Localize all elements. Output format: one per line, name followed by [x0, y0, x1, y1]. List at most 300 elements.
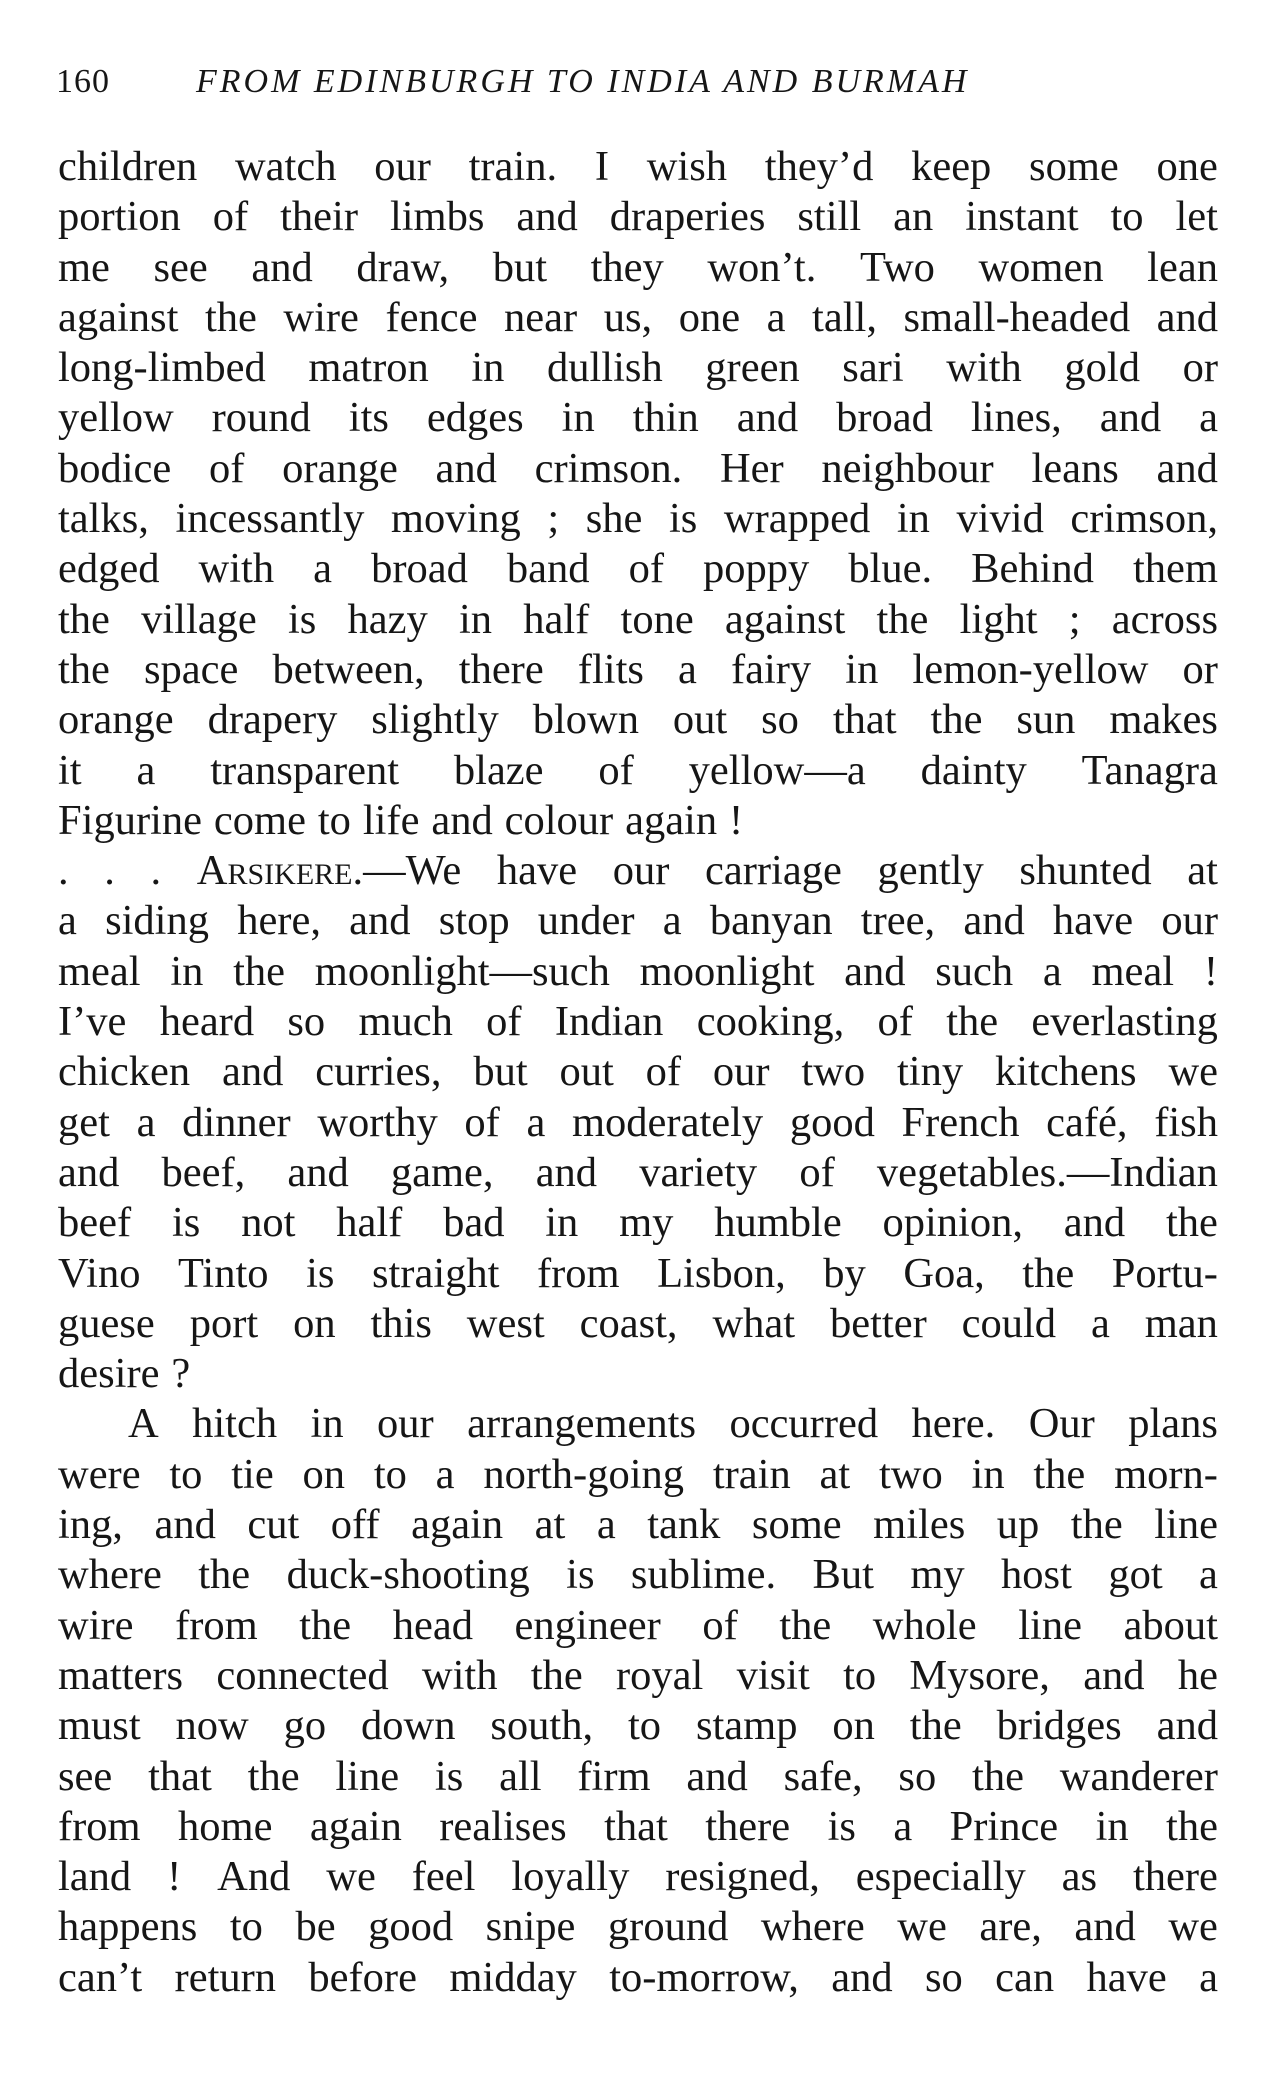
word: cut	[247, 1501, 300, 1549]
word: kitchens	[994, 1048, 1137, 1096]
word: the	[1033, 1450, 1086, 1498]
text-line	[58, 1752, 1218, 1802]
word: Two	[859, 243, 935, 291]
word: !	[1203, 947, 1218, 995]
word: moderately	[572, 1098, 764, 1146]
word: as	[1061, 1853, 1098, 1901]
word: and	[1083, 1651, 1145, 1699]
word: down	[361, 1702, 456, 1750]
word: a	[435, 1450, 455, 1498]
word: and	[1156, 444, 1218, 492]
word: straight	[371, 1249, 500, 1297]
word: Arsikere.—We	[196, 847, 462, 895]
text-line	[58, 1098, 1218, 1148]
word: of	[212, 193, 249, 241]
word: tie	[231, 1450, 274, 1498]
word: this	[370, 1299, 432, 1347]
word: shunted	[1019, 847, 1152, 895]
text-line	[58, 746, 1218, 796]
word: especially	[855, 1853, 1026, 1901]
word: poppy	[703, 545, 810, 593]
word: them	[1132, 545, 1218, 593]
text-line	[58, 1299, 1218, 1349]
word: the	[1166, 1802, 1218, 1850]
word: portion	[58, 193, 181, 241]
word: wish	[646, 143, 728, 190]
word: instant	[965, 193, 1079, 241]
word: moonlight—such	[314, 947, 610, 995]
word: and	[831, 1953, 893, 2001]
word: of	[877, 998, 913, 1046]
word: a	[1042, 947, 1062, 995]
word: man	[1144, 1299, 1218, 1347]
word: a	[766, 293, 786, 341]
word: our	[612, 847, 670, 895]
word: edges	[426, 394, 524, 442]
word: can’t	[58, 1953, 143, 2001]
word: of	[628, 545, 664, 593]
word: and	[686, 1752, 748, 1800]
word: we	[1168, 1048, 1218, 1096]
word: drapery	[207, 696, 338, 744]
text-line	[58, 1349, 1218, 1399]
word: of	[645, 1048, 682, 1096]
text-line	[58, 142, 1218, 192]
word: to	[628, 1702, 662, 1750]
word: with	[946, 344, 1022, 392]
word: good	[368, 1903, 454, 1951]
word: incessantly	[175, 495, 365, 543]
word: my	[619, 1199, 674, 1247]
text-line	[58, 243, 1218, 293]
word: our	[712, 1048, 770, 1096]
text-line	[58, 1802, 1218, 1852]
word: half	[336, 1199, 403, 1247]
word: the	[779, 1601, 832, 1649]
word: at	[534, 1501, 566, 1549]
word: she	[585, 495, 643, 543]
word: in	[310, 1400, 344, 1448]
word: with	[421, 1651, 498, 1699]
word: can	[995, 1953, 1055, 2001]
word: meal	[58, 947, 141, 995]
word: the	[58, 595, 110, 643]
word: in	[471, 344, 505, 392]
word: and	[431, 796, 493, 844]
word: sari	[842, 344, 904, 392]
word: moving	[390, 495, 521, 543]
word: in	[458, 595, 493, 643]
word: stop	[438, 897, 510, 945]
word: banyan	[709, 897, 833, 945]
word: but	[473, 1048, 528, 1096]
word: and	[736, 394, 799, 442]
word: connected	[216, 1651, 389, 1699]
word: to	[843, 1651, 877, 1699]
word: makes	[1109, 696, 1218, 744]
word: in	[170, 947, 204, 995]
word: limbs	[389, 193, 485, 241]
word: firm	[577, 1752, 651, 1800]
word: gently	[877, 847, 984, 895]
word: the	[299, 1601, 352, 1649]
text-line	[58, 1902, 1218, 1952]
word: two	[878, 1450, 943, 1498]
word: on	[293, 1299, 336, 1347]
word: keep	[911, 143, 992, 190]
word: royal	[615, 1651, 704, 1699]
word: café,	[1046, 1098, 1128, 1146]
word: and	[349, 897, 411, 945]
word: crimson.	[534, 444, 683, 492]
text-line	[58, 846, 1218, 896]
text-line	[58, 1249, 1218, 1299]
word: and	[1099, 394, 1162, 442]
word: of	[598, 746, 634, 794]
word: a	[1199, 394, 1218, 442]
word: the	[198, 1551, 251, 1599]
word: Our	[1028, 1400, 1095, 1448]
word: a	[1199, 1953, 1218, 2001]
word: game,	[390, 1148, 494, 1196]
word: were	[58, 1450, 141, 1498]
word: occurred	[729, 1400, 879, 1448]
word: train	[712, 1450, 791, 1498]
word: resigned,	[665, 1853, 820, 1901]
word: And	[217, 1853, 291, 1901]
word: is	[434, 1752, 464, 1800]
word: two	[801, 1048, 866, 1096]
word: half	[523, 595, 590, 643]
word: realises	[439, 1802, 567, 1850]
word: of	[702, 1601, 738, 1649]
word: dinner	[182, 1098, 291, 1146]
word: and	[535, 1148, 598, 1196]
word: chicken	[58, 1048, 191, 1096]
word: with	[198, 545, 275, 593]
word: opinion,	[882, 1199, 1023, 1247]
word: a	[1090, 1299, 1110, 1347]
word: watch	[234, 143, 337, 190]
word: light	[959, 595, 1038, 643]
word: children	[58, 143, 198, 190]
word: and	[1156, 293, 1218, 341]
word: is	[566, 1551, 595, 1599]
word: much	[358, 998, 453, 1046]
word: lean	[1147, 243, 1218, 291]
word: heard	[159, 998, 255, 1046]
word: happens	[58, 1903, 198, 1951]
word: before	[308, 1953, 417, 2001]
word: to	[169, 1450, 203, 1498]
word: a	[136, 1098, 156, 1146]
word: some	[1029, 143, 1119, 190]
text-line	[58, 1651, 1218, 1701]
word: wrapped	[723, 495, 871, 543]
word: better	[829, 1299, 927, 1347]
word: from	[58, 1802, 141, 1850]
word: are,	[979, 1903, 1042, 1951]
word: morn-	[1114, 1450, 1218, 1498]
word: talks,	[58, 495, 149, 543]
word: variety	[639, 1148, 758, 1196]
word: here.	[911, 1400, 996, 1448]
word: at	[1187, 847, 1218, 895]
word: in	[1095, 1802, 1129, 1850]
word: to	[317, 796, 351, 844]
word: snipe	[485, 1903, 576, 1951]
word: thin	[632, 394, 699, 442]
word: the	[876, 595, 929, 643]
word: tank	[647, 1501, 721, 1549]
word: and	[844, 947, 906, 995]
word: not	[241, 1199, 296, 1247]
text-line	[58, 1601, 1218, 1651]
word: fairy	[730, 645, 812, 693]
word: and	[251, 243, 313, 291]
word: so	[924, 1953, 963, 2001]
word: vivid	[956, 495, 1044, 543]
word: there	[458, 645, 544, 693]
word: round	[211, 394, 311, 442]
word: that	[148, 1752, 212, 1800]
word: we	[897, 1903, 947, 1951]
word: there	[705, 1802, 791, 1850]
word: blue.	[848, 545, 933, 593]
word: land	[58, 1853, 132, 1901]
word: cooking,	[696, 998, 845, 1046]
word: blown	[532, 696, 639, 744]
word: port	[189, 1299, 259, 1347]
word: my	[910, 1551, 965, 1599]
word: is	[668, 495, 698, 543]
word: Behind	[971, 545, 1094, 593]
word: desire	[58, 1350, 160, 1398]
word: leans	[1031, 444, 1119, 492]
word: come	[213, 796, 306, 844]
word: under	[537, 897, 635, 945]
word: we	[326, 1853, 376, 1901]
word: coast,	[579, 1299, 678, 1347]
word: a	[313, 545, 333, 593]
word: near	[504, 293, 578, 341]
word: beef	[58, 1199, 132, 1247]
word: the	[1165, 1199, 1218, 1247]
word: and	[154, 1501, 216, 1549]
word: hazy	[347, 595, 428, 643]
word: so	[761, 696, 799, 744]
word: to-morrow,	[609, 1953, 799, 2001]
word: so	[287, 998, 326, 1046]
word: across	[1111, 595, 1218, 643]
word: is	[287, 595, 317, 643]
word: a	[596, 1501, 616, 1549]
word: neighbour	[821, 444, 994, 492]
word: the	[972, 1752, 1024, 1800]
word: stamp	[695, 1702, 798, 1750]
word: one	[1156, 143, 1218, 190]
text-line	[58, 1148, 1218, 1198]
word: is	[306, 1249, 335, 1297]
word: the	[530, 1651, 583, 1699]
word: in	[845, 645, 879, 693]
word: and	[1156, 1702, 1218, 1750]
word: an	[893, 193, 934, 241]
text-line	[58, 544, 1218, 594]
word: humble	[714, 1199, 842, 1247]
word: that	[832, 696, 897, 744]
word: got	[1108, 1551, 1163, 1599]
word: miles	[873, 1501, 966, 1549]
text-line	[58, 494, 1218, 544]
word: head	[392, 1601, 473, 1649]
word: Indian	[554, 998, 664, 1046]
word: could	[961, 1299, 1057, 1347]
word: .	[150, 847, 162, 895]
word: see	[58, 1752, 113, 1800]
word: train.	[468, 143, 558, 190]
word: our	[374, 143, 431, 190]
word: or	[1182, 645, 1218, 693]
word: return	[174, 1953, 277, 2001]
word: be	[295, 1903, 336, 1951]
word: he	[1177, 1651, 1218, 1699]
word: duck-shooting	[286, 1551, 530, 1599]
word: out	[672, 696, 728, 744]
word: I’ve	[58, 998, 127, 1046]
word: its	[348, 394, 389, 442]
text-line	[58, 645, 1218, 695]
page-number: 160	[56, 63, 110, 100]
word: a	[58, 897, 77, 945]
word: ing,	[58, 1501, 123, 1549]
word: wire	[283, 293, 359, 341]
word: engineer	[514, 1601, 661, 1649]
word: and	[516, 193, 578, 241]
running-title: FROM EDINBURGH TO INDIA AND BURMAH	[196, 63, 970, 100]
word: loyally	[511, 1853, 630, 1901]
word: Goa,	[903, 1249, 985, 1297]
word: But	[812, 1551, 874, 1599]
word: line	[1154, 1501, 1218, 1549]
word: a	[526, 1098, 546, 1146]
word: women	[978, 243, 1104, 291]
word: tone	[620, 595, 694, 643]
text-line	[58, 1198, 1218, 1248]
word: again	[411, 1501, 504, 1549]
word: broad	[371, 545, 468, 593]
word: the	[247, 1752, 300, 1800]
word: and	[222, 1048, 284, 1096]
word: they	[590, 243, 664, 291]
word: carriage	[705, 847, 842, 895]
word: arrangements	[467, 1400, 697, 1448]
word: in	[896, 495, 930, 543]
word: a	[893, 1802, 913, 1850]
text-line	[58, 947, 1218, 997]
word: matron	[308, 344, 429, 392]
word: against	[724, 595, 846, 643]
word: bad	[443, 1199, 505, 1247]
text-line	[58, 393, 1218, 443]
word: in	[971, 1450, 1005, 1498]
word: have	[496, 847, 578, 895]
word: the	[233, 947, 286, 995]
word: a	[1199, 1551, 1218, 1599]
word: the	[930, 696, 983, 744]
text-line	[58, 997, 1218, 1047]
word: where	[760, 1903, 865, 1951]
word: Mysore,	[909, 1651, 1050, 1699]
word: west	[466, 1299, 545, 1347]
word: in	[545, 1199, 579, 1247]
word: guese	[58, 1299, 155, 1347]
word: Prince	[949, 1802, 1059, 1850]
word: .	[58, 847, 69, 895]
word: between,	[272, 645, 425, 693]
word: they’d	[764, 143, 874, 190]
word: up	[996, 1501, 1040, 1549]
word: tall,	[812, 293, 877, 341]
word: life	[362, 796, 420, 844]
word: the	[1070, 1501, 1123, 1549]
word: and	[1074, 1903, 1136, 1951]
word: visit	[736, 1651, 810, 1699]
text-line	[58, 896, 1218, 946]
word: of	[799, 1148, 835, 1196]
word: crimson,	[1070, 495, 1218, 543]
word: to	[373, 1450, 407, 1498]
text-line	[58, 192, 1218, 242]
word: dullish	[546, 344, 663, 392]
word: lines,	[970, 394, 1062, 442]
word: what	[712, 1299, 796, 1347]
running-head	[56, 60, 1116, 104]
word: worthy	[317, 1098, 438, 1146]
word: get	[58, 1098, 110, 1146]
word: but	[492, 243, 548, 291]
word: ground	[607, 1903, 729, 1951]
word: host	[1001, 1551, 1072, 1599]
text-line	[58, 1953, 1218, 2003]
word: out	[559, 1048, 614, 1096]
word: have	[1086, 1953, 1167, 2001]
word: Vino	[58, 1249, 141, 1297]
word: and	[58, 1148, 120, 1196]
word: broad	[836, 394, 933, 442]
word: to	[229, 1903, 263, 1951]
word: moonlight	[639, 947, 815, 995]
word: us,	[603, 293, 653, 341]
word: ;	[1068, 595, 1081, 643]
word: transparent	[210, 746, 400, 794]
word: dainty	[920, 746, 1027, 794]
word: tree,	[860, 897, 936, 945]
word: everlasting	[1031, 998, 1218, 1046]
text-line	[58, 1399, 1218, 1449]
word: sun	[1016, 696, 1076, 744]
word: feel	[411, 1853, 476, 1901]
word: space	[144, 645, 239, 693]
word: wire	[58, 1601, 134, 1649]
text-line	[58, 796, 1218, 846]
text-line	[58, 695, 1218, 745]
word: plans	[1128, 1400, 1218, 1448]
word: band	[506, 545, 590, 593]
word: a	[662, 897, 682, 945]
word: must	[58, 1702, 141, 1750]
word: line	[335, 1752, 400, 1800]
